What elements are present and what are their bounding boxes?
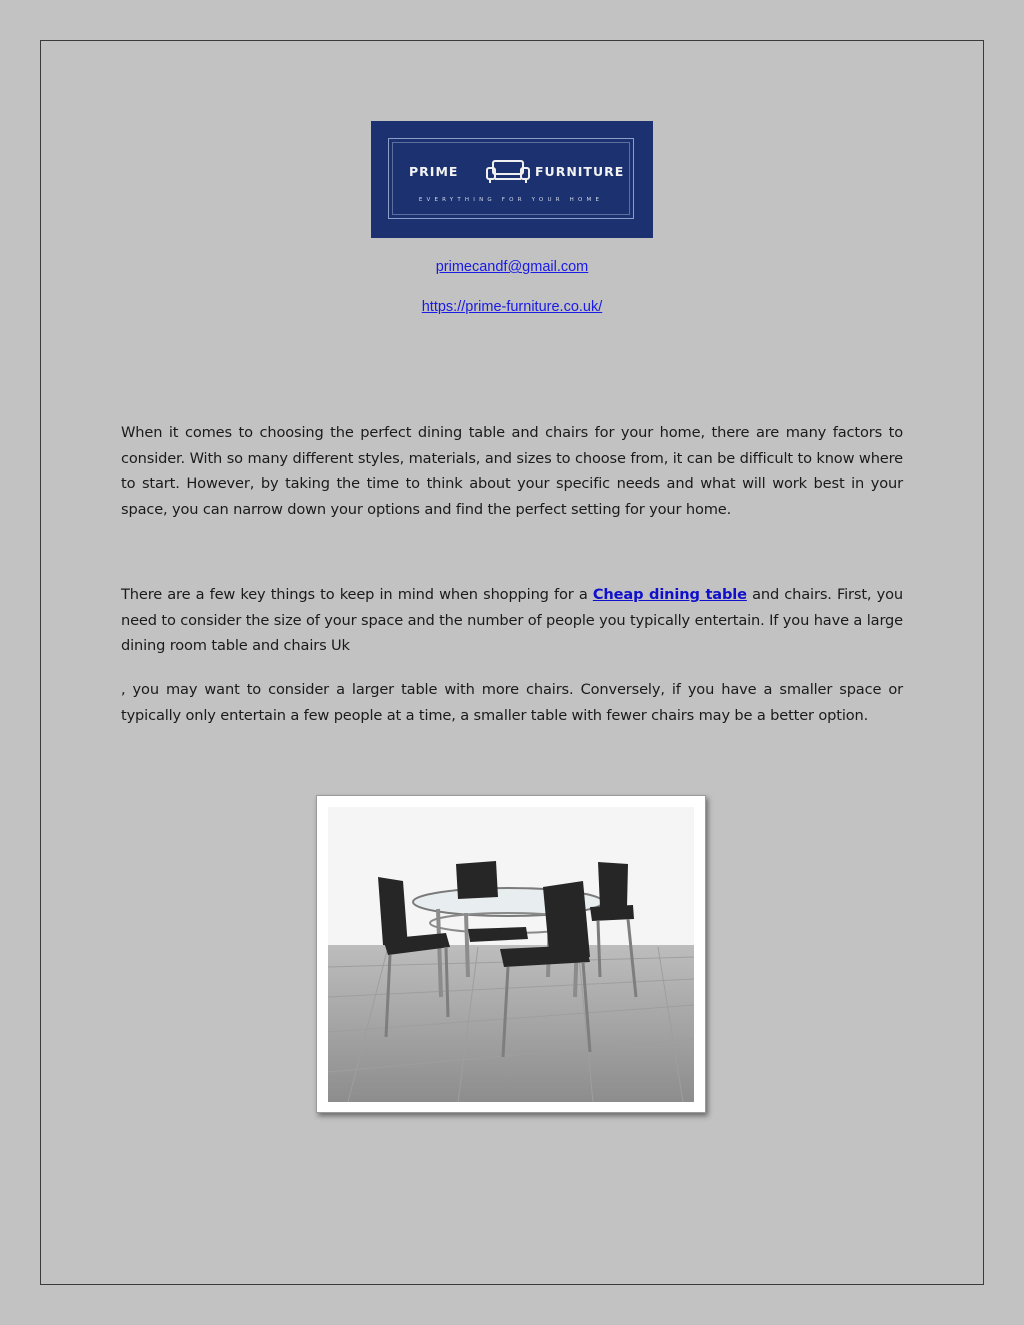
paragraph-text-before-link: There are a few key things to keep in mind when shopping for a (121, 586, 593, 603)
shopping-tips-paragraph (121, 582, 903, 659)
dining-set-photo (328, 807, 694, 1102)
dining-set-photo-frame (316, 795, 706, 1113)
logo-tagline: EVERYTHING FOR YOUR HOME (418, 197, 604, 203)
cheap-dining-table-link[interactable]: Cheap dining table (592, 586, 747, 603)
logo-brand-left: PRIME (409, 164, 459, 179)
table-size-paragraph: , you may want to consider a larger table with more chairs. Conversely, if you have a smaller space or typically only entertain a few people at a time, a smaller table with fewer chairs may be a better option. (121, 681, 903, 724)
prime-furniture-logo (371, 121, 653, 238)
logo-brand-right: FURNITURE (535, 164, 625, 179)
paragraph-text-after-link: and chairs. First, you need to consider the size of your space and the number of people you typically entertain. If you have a large dining room table and chairs Uk (121, 586, 903, 655)
logo-border (388, 138, 634, 219)
sofa-icon (484, 159, 532, 185)
intro-paragraph: When it comes to choosing the perfect dining table and chairs for your home, there are many factors to consider. With so many different styles, materials, and sizes to choose from, it can be difficult to know where to start. However, by taking the time to think about your specific needs and what will work best in your space, you can narrow down your options and find the perfect setting for your home. (121, 424, 903, 519)
email-link[interactable]: primecandf@gmail.com (435, 259, 589, 275)
website-link[interactable]: https://prime-furniture.co.uk/ (421, 299, 603, 315)
